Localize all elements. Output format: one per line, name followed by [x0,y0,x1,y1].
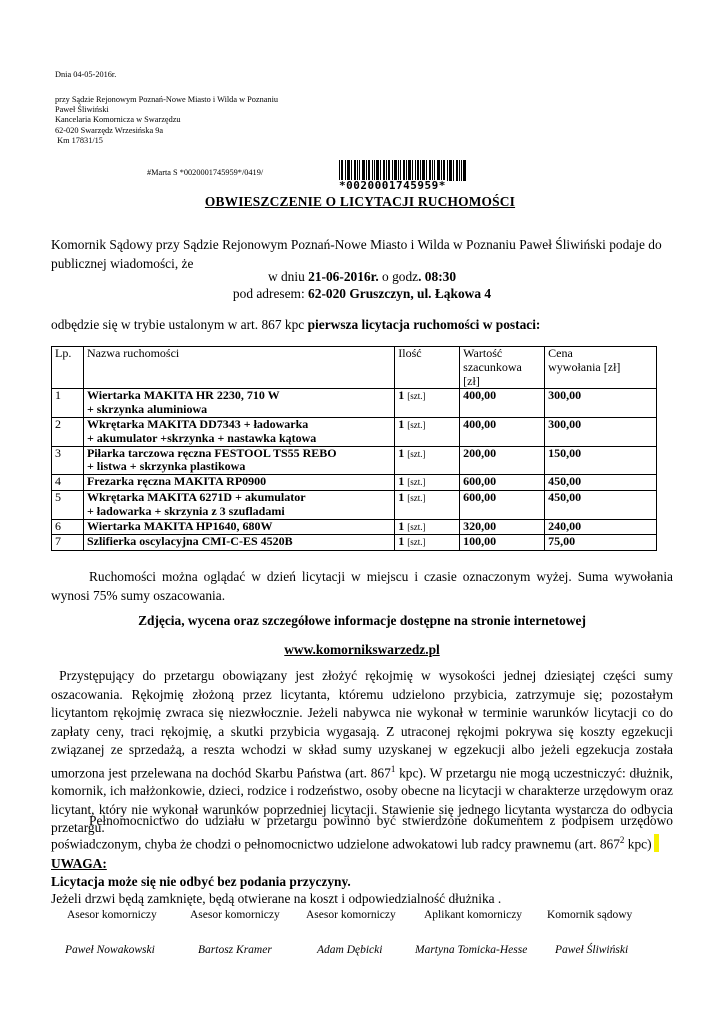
viewing-paragraph: Ruchomości można oglądać w dzień licytacji w miejscu i czasie oznaczonym wyżej. Suma wywołania wynosi 75% sumy oszacowania. [51,569,673,603]
document-title: OBWIESZCZENIE O LICYTACJI RUCHOMOŚCI [204,194,516,209]
row-name [83,417,394,446]
intro-paragraph: Komornik Sądowy przy Sądzie Rejonowym Poznań-Nowe Miasto i Wilda w Poznaniu Paweł Śliwiński podaje do publicznej wiadomości, że [51,237,662,271]
header-price-line2: wywołania [zł] [548,359,621,374]
warning-line: Jeżeli drzwi będą zamknięte, będą otwierane na koszt i odpowiedzialność dłużnika . [51,891,502,906]
website-link[interactable]: www.komornikswarzedz.pl [284,642,440,657]
table-row [52,475,657,491]
row-qty-unit: [szt.] [407,492,426,503]
row-qty [395,389,460,418]
row-name [83,475,394,491]
rules-2-text-b: kpc) [624,835,652,851]
row-qty-unit: [szt.] [407,477,426,488]
row-value: 320,00 [460,519,545,535]
row-value: 400,00 [460,417,545,446]
row-name-line1: Frezarka ręczna MAKITA RP0900 [86,474,267,489]
signature-title-3: Asesor komorniczy [306,909,396,921]
row-name-line1: Wiertarka MAKITA HP1640, 680W [86,518,273,533]
header-value-line2: szacunkowa [zł] [463,359,522,388]
signature-title-5: Komornik sądowy [547,909,633,921]
row-qty-unit: [szt.] [407,448,426,459]
table-row [52,389,657,418]
bailiff-name-line: Paweł Śliwiński [55,105,109,115]
row-qty [395,490,460,519]
row-qty-value: 1 [398,445,405,460]
row-price: 240,00 [545,519,657,535]
signature-name-5: Paweł Śliwiński [555,944,629,956]
rules-paragraph-2 [51,812,673,853]
auction-time: . 08:30 [418,269,457,284]
table-row [52,490,657,519]
header-price [545,347,657,389]
row-qty-value: 1 [398,534,405,549]
photos-info: Zdjęcia, wycena oraz szczegółowe informacje dostępne na stronie internetowej [138,613,586,628]
document-date: Dnia 04-05-2016r. [55,70,117,79]
row-qty-unit: [szt.] [407,521,426,532]
row-name-line1: Wkrętarka MAKITA DD7343 + ładowarka [86,416,309,431]
row-lp: 5 [52,490,84,519]
header-lp: Lp. [52,347,84,389]
rules-2-text-a: Pełnomocnictwo do udziału w przetargu powinno być stwierdzone dokumentem z podpisem urzędowo poświadczonym, chyba że chodzi o pełnomocnictwo udzielone adwokatowi lub radcy prawnemu (art. 867 [51,813,673,851]
row-qty-unit: [szt.] [407,419,426,430]
row-name [83,519,394,535]
office-name-line: Kancelaria Komornicza w Swarzędzu [55,115,181,125]
row-lp: 6 [52,519,84,535]
date-prefix: w dniu [267,269,309,284]
row-qty-unit: [szt.] [407,537,426,548]
rules-1-text-a: Przystępujący do przetargu obowiązany jest złożyć rękojmię w wysokości jednej dziesiątej części sumy oszacowania. Rękojmię złożoną przez licytanta, któremu udzielono przybicia, zatrzymuje się; pozostałym licytantom rękojmię zwraca się niezwłocznie. Jeżeli nabywca nie wykonał w terminie warunków licytacji co do zapłaty ceny, traci rękojmię, a skutki przybicia wygasają. Z utraconej rękojmi pokrywa się koszty egzekucji związanej ze sprzedażą, a reszta wchodzi w skład sumy uzyskanej w egzekucji albo jeżeli egzekucja została umorzona jest przelewana na dochód Skarbu Państwa (art. 867 [51,668,677,780]
row-qty-value: 1 [398,474,405,489]
row-value: 200,00 [460,446,545,475]
table-row [52,417,657,446]
row-qty-unit: [szt.] [407,391,426,402]
row-name-line1: Piłarka tarczowa ręczna FESTOOL TS55 REBO [86,445,337,460]
row-price: 150,00 [545,446,657,475]
row-qty-value: 1 [398,388,405,403]
row-value: 100,00 [460,535,545,551]
signature-name-4: Martyna Tomicka-Hesse [415,944,528,956]
row-lp: 2 [52,417,84,446]
address-prefix: pod adresem: [232,286,309,301]
row-name-line2: + ładowarka + skrzynia z 3 szufladami [86,503,285,518]
row-price: 450,00 [545,490,657,519]
signature-title-1: Asesor komorniczy [67,909,157,921]
row-name-line1: Wiertarka MAKITA HR 2230, 710 W [86,388,280,403]
row-name [83,446,394,475]
auction-address-line [51,285,673,304]
header-name: Nazwa ruchomości [83,347,394,389]
warning-heading: UWAGA: [51,856,107,871]
row-qty [395,535,460,551]
header-value [460,347,545,389]
row-qty-value: 1 [398,416,405,431]
row-qty-value: 1 [398,518,405,533]
row-price: 75,00 [545,535,657,551]
office-address-line: 62-020 Swarzędz Wrzesińska 9a [55,125,164,135]
row-name [83,490,394,519]
rules-1-text-b: kpc). W przetargu nie mogą uczestniczyć: dłużnik, komornik, ich małżonkowie, dzieci, rodzice i rodzeństwo, osoby obecne na licytacji w charakterze urzędowym oraz licytant, który nie wykonał warunków poprzedniej licytacji. Stawienie się jednego licytanta wystarcza do odbycia przetargu. [51,764,677,836]
row-qty [395,446,460,475]
barcode-image [339,160,466,181]
signature-title-2: Asesor komorniczy [190,909,280,921]
auction-address: 62-020 Gruszczyn, ul. Łąkowa 4 [308,286,492,301]
header-qty: Ilość [395,347,460,389]
reference-code: #Marta S *0020001745959*/0419/ [147,168,264,177]
rules-2-superscript: 2 [619,834,625,845]
row-qty [395,475,460,491]
row-qty [395,519,460,535]
table-row [52,535,657,551]
row-value: 400,00 [460,389,545,418]
case-number-line: Km 17831/15 [55,135,103,145]
auction-mode-line [51,316,673,335]
row-value: 600,00 [460,490,545,519]
row-price: 300,00 [545,389,657,418]
row-name-line2: + listwa + skrzynka plastikowa [86,459,246,474]
table-row [52,446,657,475]
auction-mode-text: odbędzie się w trybie ustalonym w art. 867 kpc [51,317,308,332]
table-header-row [52,347,657,389]
auction-date: 21-06-2016r. [308,269,379,284]
row-price: 450,00 [545,475,657,491]
row-lp: 7 [52,535,84,551]
row-name-line2: + akumulator +skrzynka + nastawka kątowa [86,430,317,445]
signature-title-4: Aplikant komorniczy [424,909,523,921]
row-name-line1: Szlifierka oscylacyjna CMI-C-ES 4520B [86,534,293,549]
header-price-line1: Cena [548,346,573,360]
bailiff-office-header [55,95,278,146]
row-lp: 4 [52,475,84,491]
auction-date-line [51,268,673,287]
signature-name-1: Paweł Nowakowski [65,944,155,956]
row-lp: 1 [52,389,84,418]
row-qty-value: 1 [398,489,405,504]
row-name-line2: + skrzynka aluminiowa [86,402,208,417]
row-name [83,389,394,418]
highlight-mark [654,834,659,852]
table-row [52,519,657,535]
barcode-number: *0020001745959* [339,179,446,192]
time-prefix: o godz [378,269,419,284]
warning-bold-line: Licytacja może się nie odbyć bez podania przyczyny. [51,874,351,889]
court-line: przy Sądzie Rejonowym Poznań-Nowe Miasto i Wilda w Poznaniu [55,95,279,104]
row-name [83,535,394,551]
header-value-line1: Wartość [463,346,503,360]
auction-mode-bold: pierwsza licytacja ruchomości w postaci: [307,317,541,332]
rules-1-superscript: 1 [390,763,396,774]
row-value: 600,00 [460,475,545,491]
row-price: 300,00 [545,417,657,446]
row-qty [395,417,460,446]
signature-name-3: Adam Dębicki [317,944,383,956]
row-lp: 3 [52,446,84,475]
items-table [51,346,657,551]
row-name-line1: Wkrętarka MAKITA 6271D + akumulator [86,489,306,504]
signature-name-2: Bartosz Kramer [198,944,272,956]
